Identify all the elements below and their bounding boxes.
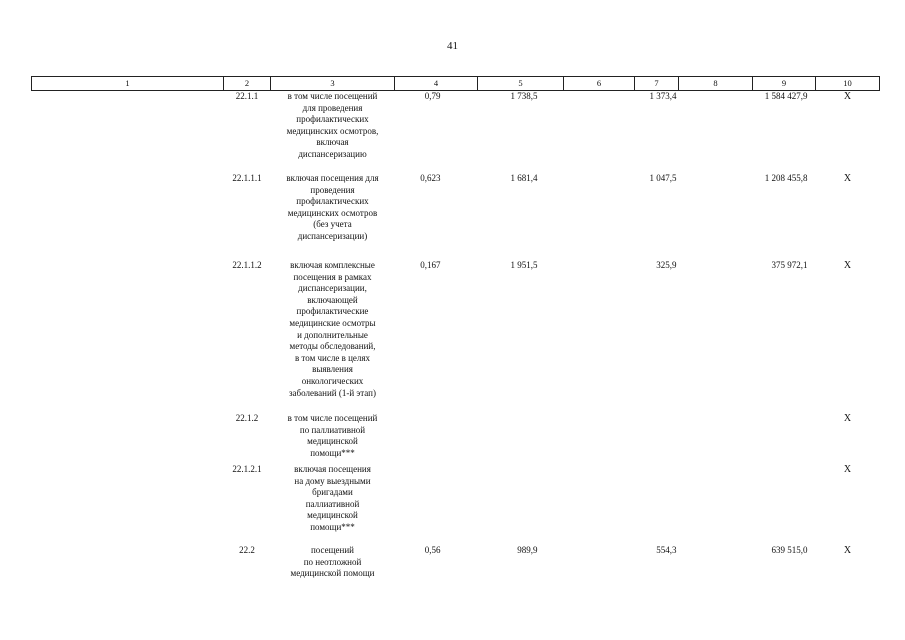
table-row — [32, 260, 880, 413]
cell-c6 — [564, 413, 635, 464]
cell-col-10: X — [843, 173, 852, 184]
description-line: включая посещения для — [286, 173, 379, 183]
description-line: выявления — [312, 364, 353, 375]
cell-c6 — [564, 545, 635, 585]
cell-col-1 — [32, 464, 224, 545]
description-line: посещений — [310, 545, 354, 555]
cell-col-1 — [32, 413, 224, 464]
cell-code: 22.1.1 — [235, 91, 259, 101]
cell-col-10: X — [843, 413, 852, 424]
cell-c6 — [564, 91, 635, 174]
description-line: помощи*** — [310, 521, 355, 532]
description-line: помощи*** — [310, 447, 355, 458]
header-col-7: 7 — [635, 77, 679, 91]
header-col-9: 9 — [753, 77, 816, 91]
header-col-5: 5 — [478, 77, 564, 91]
cell-c9: 1 584 427,9 — [764, 91, 808, 101]
cell-c5 — [478, 413, 564, 464]
header-col-10: 10 — [816, 77, 880, 91]
description-line: включая — [316, 137, 349, 148]
cell-c8 — [679, 464, 753, 545]
table-row — [32, 545, 880, 585]
description-line: диспансеризации, — [298, 283, 367, 294]
table-row — [32, 91, 880, 174]
description-line: в том числе посещений — [287, 91, 378, 101]
cell-code: 22.1.1.2 — [232, 260, 262, 270]
cell-c7 — [635, 413, 679, 464]
description-line: по неотложной — [303, 556, 362, 567]
description-line: по паллиативной — [299, 424, 366, 435]
cell-c4: 0,79 — [424, 91, 441, 101]
description-line: заболеваний (1-й этап) — [289, 387, 376, 398]
cell-c7: 325,9 — [656, 260, 677, 270]
description-line: профилактических — [296, 114, 369, 125]
cell-col-10: X — [843, 260, 852, 271]
cell-col-1 — [32, 260, 224, 413]
cell-c7 — [635, 464, 679, 545]
cell-c8 — [679, 260, 753, 413]
cell-code: 22.2 — [239, 545, 255, 555]
description-line: профилактических — [296, 196, 369, 207]
description-line: паллиативной — [305, 498, 360, 509]
description-line: в том числе посещений — [287, 413, 378, 423]
description-line: медицинских осмотров — [287, 207, 378, 218]
header-col-2: 2 — [224, 77, 271, 91]
cell-col-1 — [32, 91, 224, 174]
description-line: онкологических — [301, 375, 364, 386]
cell-c4 — [395, 464, 478, 545]
header-col-6: 6 — [564, 77, 635, 91]
cell-col-10: X — [843, 545, 852, 556]
cell-c5: 989,9 — [517, 545, 538, 555]
description-line: медицинской — [307, 436, 358, 447]
header-col-8: 8 — [679, 77, 753, 91]
description-line: медицинской помощи — [290, 568, 375, 579]
description-line: медицинские осмотры — [289, 317, 376, 328]
cell-description — [271, 464, 395, 545]
description-line: включая комплексные — [290, 260, 375, 270]
cell-c5: 1 951,5 — [510, 260, 538, 270]
cell-c6 — [564, 464, 635, 545]
cell-description — [271, 260, 395, 413]
header-col-1: 1 — [32, 77, 224, 91]
description-line: бригадами — [312, 487, 353, 498]
cell-c6 — [564, 260, 635, 413]
cell-c4 — [395, 413, 478, 464]
cell-c9: 639 515,0 — [771, 545, 808, 555]
header-row — [32, 77, 880, 91]
description-line: в том числе в целях — [294, 352, 371, 363]
cell-c4: 0,56 — [424, 545, 441, 555]
cell-c5: 1 738,5 — [510, 91, 538, 101]
description-line: включающей — [307, 294, 358, 305]
cell-c9 — [753, 464, 816, 545]
cell-c8 — [679, 173, 753, 260]
cell-col-1 — [32, 545, 224, 585]
cell-col-1 — [32, 173, 224, 260]
cell-c9: 375 972,1 — [771, 260, 808, 270]
table-row — [32, 173, 880, 260]
table-row — [32, 413, 880, 464]
header-col-3: 3 — [271, 77, 395, 91]
data-table — [31, 76, 880, 585]
cell-c4: 0,167 — [420, 260, 441, 270]
cell-description — [271, 91, 395, 174]
cell-code: 22.1.2.1 — [232, 464, 262, 474]
description-line: посещения в рамках — [293, 271, 372, 282]
description-line: диспансеризацию — [298, 148, 367, 159]
cell-c8 — [679, 91, 753, 174]
cell-code: 22.1.2 — [235, 413, 259, 423]
description-line: профилактические — [296, 306, 369, 317]
cell-description — [271, 173, 395, 260]
cell-c8 — [679, 413, 753, 464]
page-number: 41 — [447, 40, 458, 52]
cell-code: 22.1.1.1 — [232, 173, 262, 183]
cell-c5 — [478, 464, 564, 545]
description-line: и дополнительные — [297, 329, 368, 340]
description-line: диспансеризации) — [297, 230, 368, 241]
cell-c7: 554,3 — [656, 545, 677, 555]
cell-c7: 1 373,4 — [649, 91, 677, 101]
cell-c8 — [679, 545, 753, 585]
cell-col-10: X — [843, 464, 852, 475]
cell-c5: 1 681,4 — [510, 173, 538, 183]
cell-c7: 1 047,5 — [649, 173, 677, 183]
cell-col-10: X — [843, 91, 852, 102]
description-line: проведения — [310, 184, 355, 195]
cell-c6 — [564, 173, 635, 260]
description-line: методы обследований, — [289, 341, 376, 352]
cell-c9 — [753, 413, 816, 464]
description-line: для проведения — [302, 102, 363, 113]
cell-description — [271, 545, 395, 585]
cell-c4: 0,623 — [420, 173, 441, 183]
table-row — [32, 464, 880, 545]
cell-c9: 1 208 455,8 — [764, 173, 808, 183]
description-line: медицинской — [307, 510, 358, 521]
header-col-4: 4 — [395, 77, 478, 91]
cell-description — [271, 413, 395, 464]
description-line: включая посещения — [294, 464, 371, 474]
description-line: на дому выездными — [294, 475, 371, 486]
description-line: медицинских осмотров, — [286, 125, 379, 136]
description-line: (без учета — [313, 219, 352, 230]
